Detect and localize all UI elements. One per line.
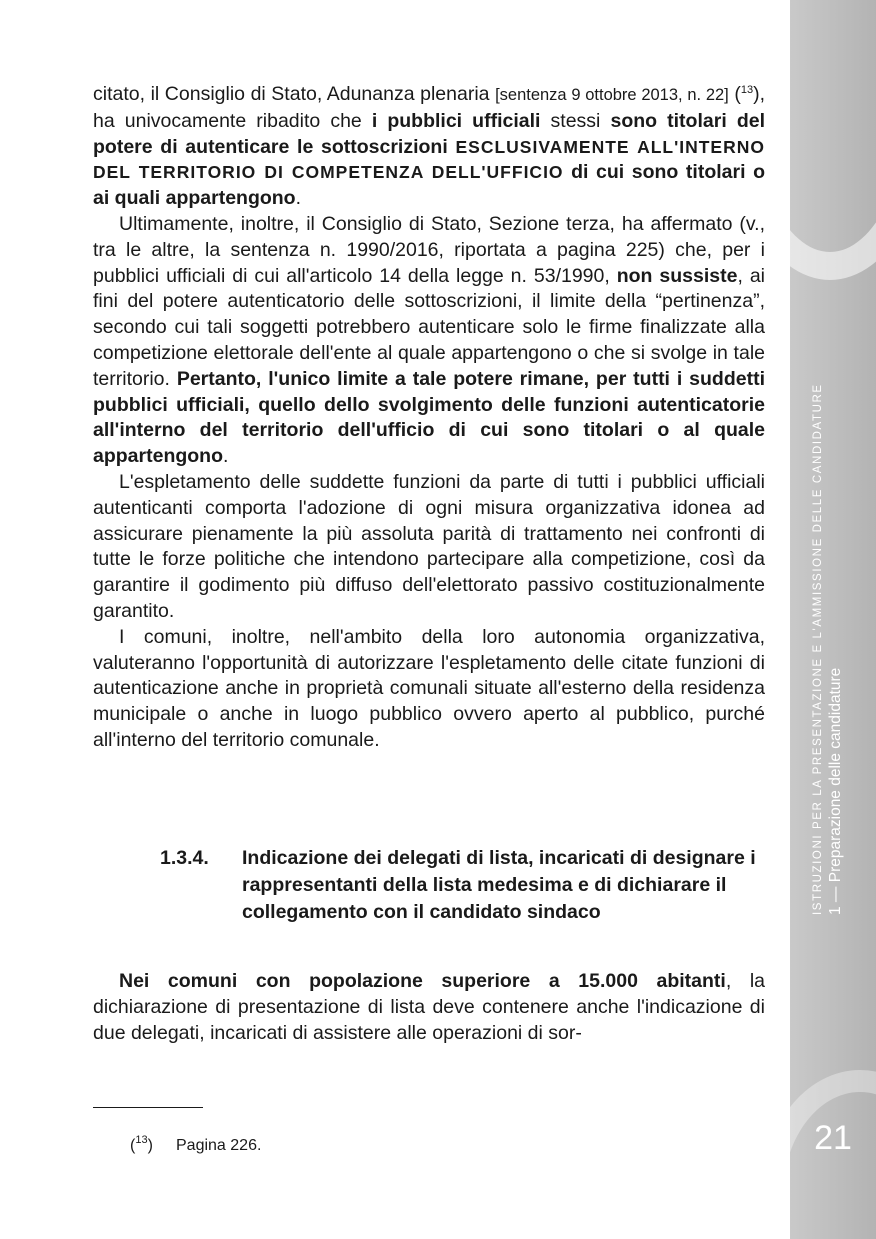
p2-text-b: , ai fini del potere autenticatorio delle sottoscrizioni, il limite della “pertinenza”, secondo cui tali soggetti potrebbero autenticare solo le firme finalizzate alla competizione elettorale dell'ente al quale appartengono o che si svolge in tale territorio. xyxy=(93,264,766,390)
footnote-13 xyxy=(130,1136,261,1156)
footnote-paren-open: ( xyxy=(130,1137,136,1154)
main-text xyxy=(93,82,765,754)
p2-bold-1: non sussiste xyxy=(616,264,738,287)
p2-bold-2: Pertanto, l'unico limite a tale potere rimane, per tutti i suddetti pubblici ufficiali, quello dello svolgimento delle funzioni autenticatorie all'interno del territorio dell'ufficio di cui sono titolari o al quale appartengono xyxy=(93,367,765,468)
paragraph-4: I comuni, inoltre, nell'ambito della loro autonomia organizzativa, valuteranno l'opportunità di autorizzare l'espletamento delle citate funzioni di autenticazione anche in proprietà comunali situate all'esterno della residenza municipale o anche in luogo pubblico ovvero aperto al pubblico, purché all'interno del territorio comunale. xyxy=(93,625,765,751)
p2-text-a: Ultimamente, inoltre, il Consiglio di Stato, Sezione terza, ha affermato (v., tra le altre, la sentenza n. 1990/2016, riportata a pagina 225) che, per i pubblici ufficiali di cui all'articolo 14 della legge n. 53/1990, xyxy=(93,212,765,287)
p1-text-b: ( xyxy=(728,83,741,105)
p5-bold: Nei comuni con popolazione superiore a 15.000 abitanti xyxy=(119,970,726,992)
footnote-label xyxy=(130,1136,176,1156)
section-title: Indicazione dei delegati di lista, incaricati di designare i rappresentanti della lista medesima e di dichiarare il collegamento con il candidato sindaco xyxy=(242,847,756,923)
chapter-title: 1 — Preparazione delle candidature xyxy=(827,667,844,915)
p1-caps: ESCLUSIVAMENTE ALL'INTERNO DEL TERRITORIO DI COMPETENZA DELL'UFFICIO xyxy=(93,136,765,183)
p1-bold-2: sono titolari del potere di autenticare le sottoscrizioni xyxy=(93,109,765,158)
p2-text-c: . xyxy=(223,445,229,468)
p1-text-f: . xyxy=(295,187,302,210)
p1-text-a: citato, il Consiglio di Stato, Adunanza plenaria xyxy=(93,83,496,105)
p1-text-c: ), ha univocamente ribadito che xyxy=(93,83,765,132)
p5-text: , la dichiarazione di presentazione di lista deve contenere anche l'indicazione di due delegati, incaricati di assistere alle operazioni di sor- xyxy=(93,970,766,1044)
p1-bold-1: i pubblici ufficiali xyxy=(371,109,541,132)
p1-bold-3: di cui sono titolari o ai quali appartengono xyxy=(93,161,765,210)
footnote-text: Pagina 226. xyxy=(176,1137,262,1154)
series-title: ISTRUZIONI PER LA PRESENTAZIONE E L'AMMISSIONE DELLE CANDIDATURE xyxy=(812,383,824,915)
paragraph-1 xyxy=(93,82,765,212)
sidebar xyxy=(790,0,876,1239)
footnote-paren-close: ) xyxy=(147,1137,153,1154)
paragraph-5 xyxy=(93,969,765,1046)
section-heading xyxy=(160,845,765,926)
section-number: 1.3.4. xyxy=(160,847,209,869)
section-body xyxy=(93,969,765,1046)
page-number: 21 xyxy=(814,1119,852,1157)
footnote-ref-13[interactable]: 13 xyxy=(740,84,754,96)
running-header xyxy=(810,383,846,915)
paragraph-2 xyxy=(93,212,765,470)
paragraph-3: L'espletamento delle suddette funzioni da parte di tutti i pubblici ufficiali autenticanti comporta l'adozione di ogni misura organizzativa idonea ad assicurare pienamente la più assoluta parità di trattamento nei confronti di tutte le forze politiche che intendono partecipare alla competizione, così da garantire il godimento più diffuso dell'elettorato passivo costituzionalmente garantito. xyxy=(93,470,765,622)
p1-text-d: stessi xyxy=(540,109,611,132)
p1-citation: [sentenza 9 ottobre 2013, n. 22] xyxy=(495,86,729,104)
footnote-number: 13 xyxy=(135,1134,148,1146)
footnote-divider xyxy=(93,1107,203,1108)
decorative-swoosh-top xyxy=(790,0,876,280)
